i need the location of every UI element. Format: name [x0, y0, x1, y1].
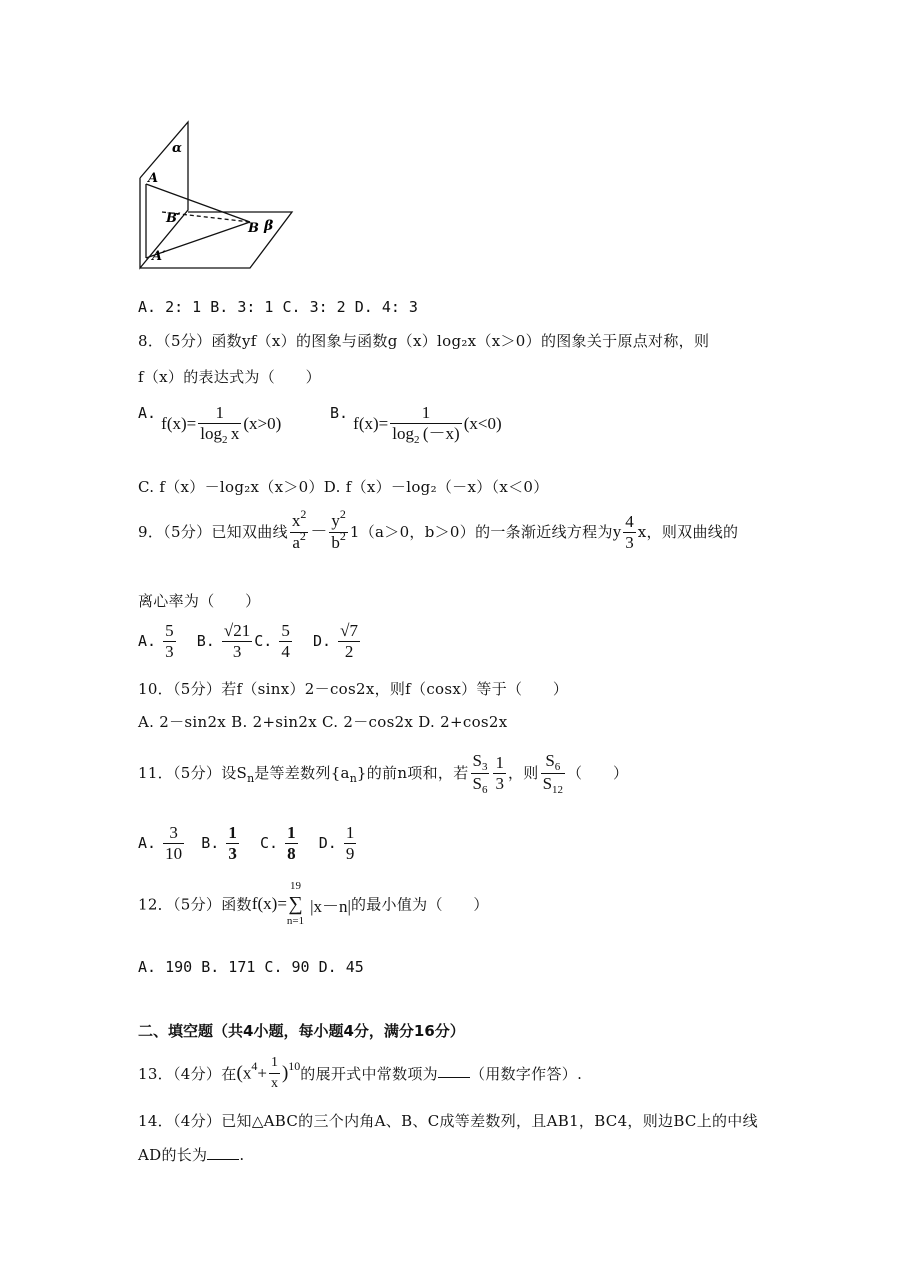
q8-a-fraction: $\frac{1}{\log_2 x}$ [200, 403, 240, 446]
q11-stem: 11．（5分）设$S_n$是等差数列$\{a_n\}$的前n项和，若 $\frac{S_3}{S_6}$ $\frac{1}{3}$ ，则 $\frac{S_6}{S_{12}}$ （ ） [138, 751, 629, 796]
q13-stem: 13．（4分）在($x^4+$ $\frac{1}{x}$ )$^{10}$的展开式中常数项为 （用数字作答）. [138, 1055, 583, 1091]
q13-answer-blank[interactable] [438, 1065, 470, 1078]
label-B-prime: B′ [166, 211, 181, 226]
q13-fraction: $\frac{1}{x}$ [270, 1055, 278, 1091]
q9-opt-b: $\frac{√21}{3}$ [223, 621, 251, 661]
q11-s3-over-s6: $\frac{S_3}{S_6}$ [472, 751, 488, 796]
label-A: A [148, 171, 159, 186]
q11-options: A. $\frac{3}{10}$ B. $\frac{1}{3}$ C. $\frac{1}{8}$ D. $\frac{1}{9}$ [138, 823, 355, 863]
q9-asym-fraction: $\frac{4}{3}$ [625, 512, 634, 552]
label-A-prime: A′ [152, 249, 166, 264]
q11-opt-a: $\frac{3}{10}$ [165, 823, 183, 863]
q14-line2: AD的长为 . [138, 1146, 245, 1164]
q9-x-over-a: $\frac{x^2}{a^2}$ [291, 507, 307, 552]
q11-s6-over-s12: $\frac{S_6}{S_{12}}$ [542, 751, 564, 796]
label-alpha: α [172, 141, 183, 156]
q7-options: A. 2: 1 B. 3: 1 C. 3: 2 D. 4: 3 [138, 298, 418, 316]
q8-stem-line1: 8．（5分）函数yf（x）的图象与函数g（x）log₂x（x＞0）的图象关于原点对称，则 [138, 332, 710, 350]
q9-stem: 9．（5分）已知双曲线 $\frac{x^2}{a^2}$ － $\frac{y^2}{b^2}$ 1（a＞0，b＞0）的一条渐近线方程为y $\frac{4}{3}$ x，则双曲线的 [138, 507, 739, 552]
q11-opt-c: $\frac{1}{8}$ [287, 823, 296, 863]
q14-line1: 14．（4分）已知△ABC的三个内角A、B、C成等差数列，且AB1，BC4，则边BC上的中线 [138, 1112, 758, 1130]
q8-option-a: A. f(x)= $\frac{1}{\log_2 x}$ (x>0) [138, 403, 282, 446]
label-beta: β [264, 218, 274, 234]
q11-one-third: $\frac{1}{3}$ [495, 753, 504, 793]
q9-opt-a: $\frac{5}{3}$ [165, 621, 174, 661]
q8-b-fraction: $\frac{1}{\log_2 (-x)}$ [392, 403, 460, 446]
q10-options: A. 2－sin2x B. 2+sin2x C. 2－cos2x D. 2+cos2x [138, 713, 508, 731]
planes-diagram [132, 118, 302, 274]
geometry-figure [132, 118, 302, 274]
q9-options: A. $\frac{5}{3}$ B. $\frac{√21}{3}$ C. $\frac{5}{4}$ D. $\frac{√7}{2}$ [138, 621, 358, 661]
q10-stem: 10．（5分）若f（sinx）2－cos2x，则f（cosx）等于（ ） [138, 680, 569, 698]
q8-stem-line2: f（x）的表达式为（ ） [138, 368, 321, 386]
q12-options: A. 190 B. 171 C. 90 D. 45 [138, 958, 364, 976]
q11-opt-b: $\frac{1}{3}$ [228, 823, 237, 863]
q9-line2: 离心率为（ ） [138, 592, 261, 610]
q9-y-over-b: $\frac{y^2}{b^2}$ [331, 507, 346, 552]
q14-answer-blank[interactable] [207, 1147, 239, 1160]
q12-summation: 19 ∑ n=1 [286, 880, 305, 927]
q8-options-cd: C. f（x）－log₂x（x＞0）D. f（x）－log₂（－x）（x＜0） [138, 478, 549, 496]
q9-opt-d: $\frac{√7}{2}$ [340, 621, 358, 661]
q12-stem: 12．（5分）函数f(x)= 19 ∑ n=1 |x－n|的最小值为（ ） [138, 880, 489, 927]
q11-opt-d: $\frac{1}{9}$ [345, 823, 355, 863]
section-heading: 二、填空题（共4小题，每小题4分，满分16分） [138, 1022, 465, 1040]
q9-opt-c: $\frac{5}{4}$ [281, 621, 290, 661]
label-B: B [248, 221, 259, 236]
q8-option-b: B. f(x)= $\frac{1}{\log_2 (-x)}$ (x<0) [330, 403, 502, 446]
